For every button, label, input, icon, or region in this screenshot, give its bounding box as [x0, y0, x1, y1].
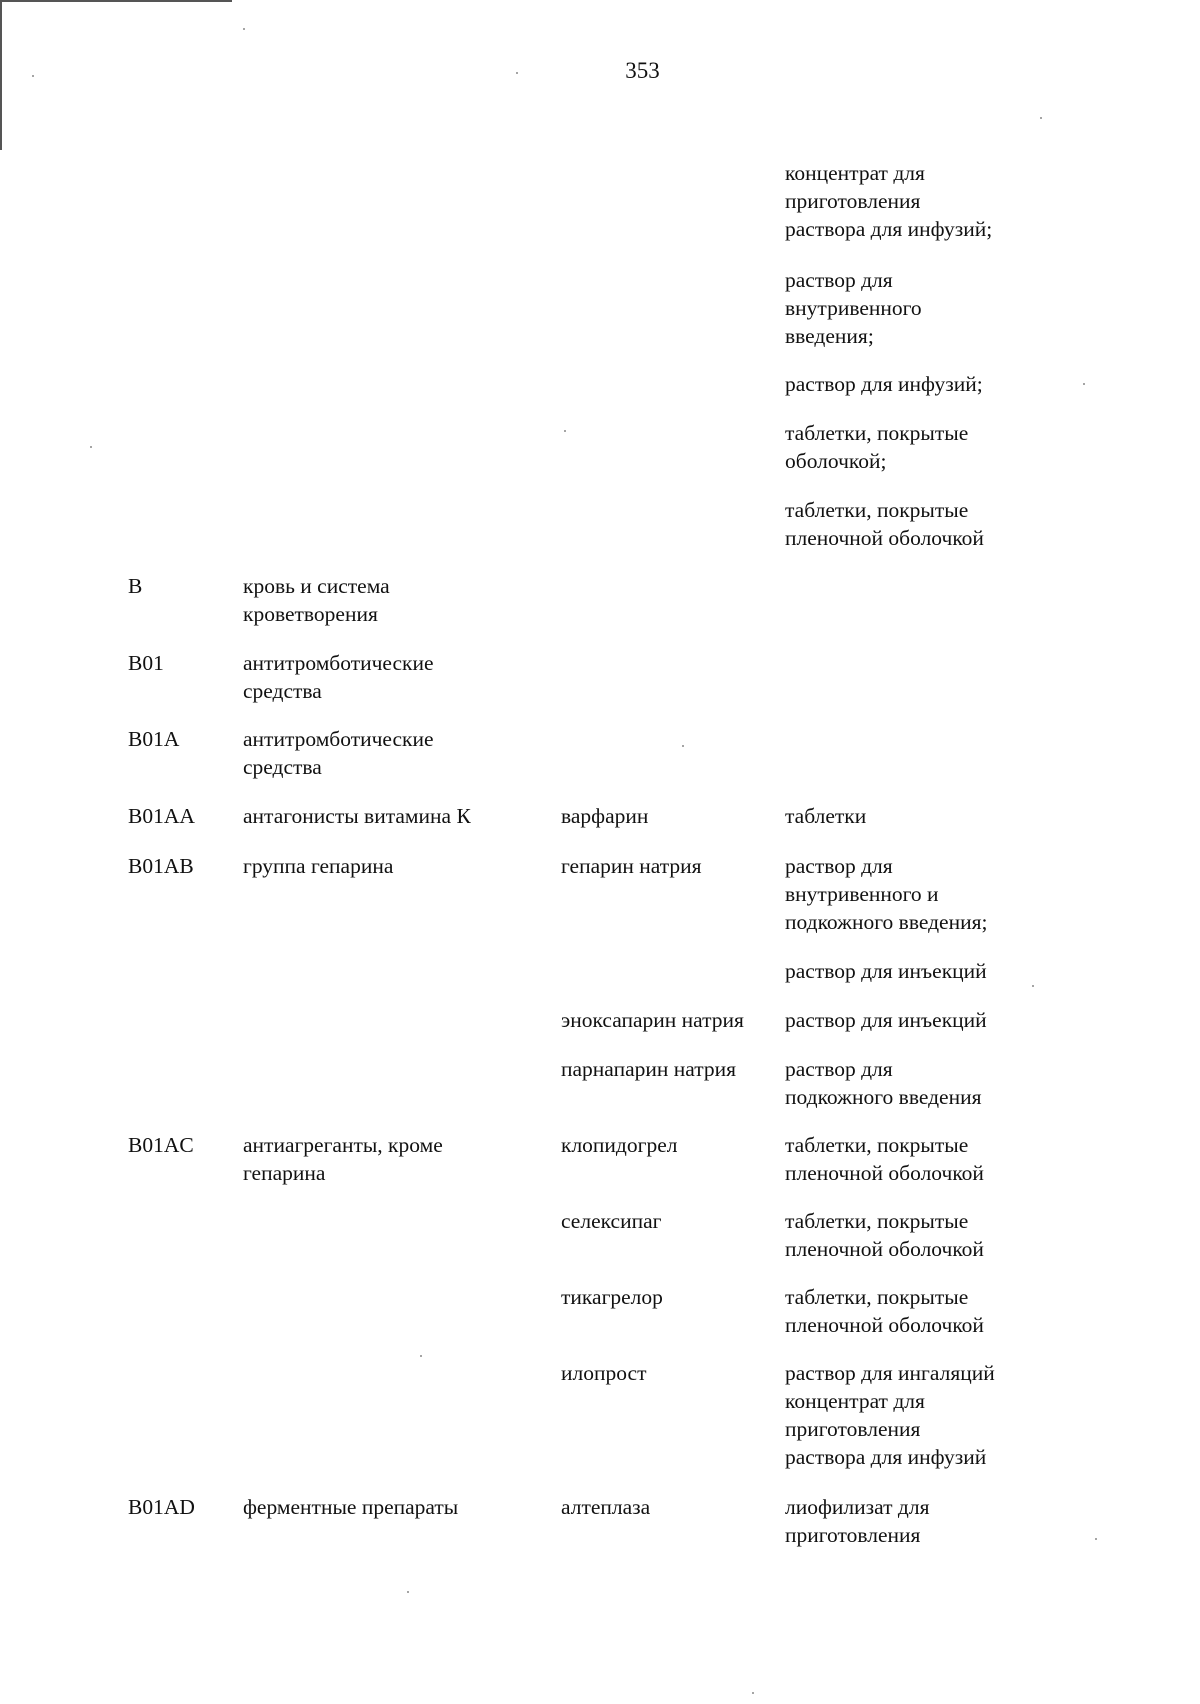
continued-form-cell: [785, 370, 983, 398]
name-line: гепарина: [243, 1161, 326, 1185]
form-line: раствор для: [785, 268, 893, 292]
form-line: таблетки: [785, 804, 867, 828]
form-line: раствор для инъекций: [785, 1008, 987, 1032]
dosage-form: [785, 1283, 984, 1339]
group-name: [243, 1131, 443, 1187]
dosage-form: [785, 852, 987, 936]
scan-speck: [243, 28, 245, 30]
scan-speck: [1083, 383, 1085, 385]
name-line: ферментные препараты: [243, 1495, 459, 1519]
group-name: [243, 725, 434, 781]
form-line: приготовления: [785, 189, 921, 213]
form-line: подкожного введения;: [785, 910, 988, 934]
scan-speck: [90, 446, 92, 448]
atc-code: B01: [128, 651, 164, 675]
form-line: пленочной оболочкой: [785, 1313, 984, 1337]
continued-form-cell: [785, 159, 992, 243]
page-number: 353: [625, 58, 660, 83]
form-line: оболочкой;: [785, 449, 887, 473]
drug-name: [561, 1207, 661, 1235]
drug-name: [561, 1131, 677, 1159]
form-line: раствора для инфузий;: [785, 217, 993, 241]
dosage-form: [785, 1131, 984, 1187]
form-line: концентрат для: [785, 161, 925, 185]
form-line: раствор для: [785, 854, 893, 878]
drug-name: [561, 1359, 646, 1387]
scan-border-top: [0, 0, 232, 2]
drug-name: [561, 1055, 736, 1083]
name-line: средства: [243, 679, 322, 703]
group-name: [243, 852, 393, 880]
continued-form-cell: [785, 419, 968, 475]
dosage-form: [785, 1493, 929, 1549]
name-line: средства: [243, 755, 322, 779]
form-line: лиофилизат для: [785, 1495, 930, 1519]
form-line: внутривенного и: [785, 882, 939, 906]
name-line: антитромботические: [243, 651, 434, 675]
drug-line: илопрост: [561, 1361, 647, 1385]
atc-code: B01AC: [128, 1133, 194, 1157]
dosage-form: [785, 1006, 987, 1034]
drug-line: алтеплаза: [561, 1495, 651, 1519]
drug-line: эноксапарин натрия: [561, 1008, 744, 1032]
atc-code: B01AA: [128, 804, 195, 828]
scan-speck: [682, 745, 684, 747]
group-name: [243, 1493, 458, 1521]
form-line: приготовления: [785, 1417, 921, 1441]
atc-code: B01AB: [128, 854, 194, 878]
form-line: подкожного введения: [785, 1085, 982, 1109]
dosage-form: [785, 1207, 984, 1263]
atc-code: B01AD: [128, 1495, 195, 1519]
dosage-form: [785, 957, 987, 985]
form-line: таблетки, покрытые: [785, 1209, 969, 1233]
scan-speck: [1032, 985, 1034, 987]
scan-speck: [564, 430, 566, 432]
form-line: приготовления: [785, 1523, 921, 1547]
scan-speck: [516, 72, 518, 74]
form-line: раствор для инъекций: [785, 959, 987, 983]
drug-name: [561, 1493, 650, 1521]
group-name: [243, 649, 434, 705]
scan-speck: [1095, 1538, 1097, 1540]
form-line: концентрат для: [785, 1389, 925, 1413]
group-name: [243, 572, 390, 628]
name-line: кроветворения: [243, 602, 378, 626]
name-line: антитромботические: [243, 727, 434, 751]
drug-line: варфарин: [561, 804, 649, 828]
continued-form-cell: [785, 496, 984, 552]
continued-form-cell: [785, 266, 922, 350]
name-line: антиагреганты, кроме: [243, 1133, 443, 1157]
drug-name: [561, 802, 648, 830]
dosage-form: [785, 1359, 995, 1471]
form-line: введения;: [785, 324, 874, 348]
drug-line: селексипаг: [561, 1209, 662, 1233]
dosage-form: [785, 1055, 981, 1111]
form-line: пленочной оболочкой: [785, 526, 984, 550]
scan-speck: [32, 75, 34, 77]
drug-name: [561, 852, 702, 880]
scan-speck: [1040, 117, 1042, 119]
form-line: пленочной оболочкой: [785, 1161, 984, 1185]
dosage-form: [785, 802, 866, 830]
name-line: группа гепарина: [243, 854, 394, 878]
form-line: таблетки, покрытые: [785, 1133, 969, 1157]
scan-speck: [752, 1692, 754, 1694]
atc-code: B01A: [128, 727, 180, 751]
drug-line: гепарин натрия: [561, 854, 702, 878]
scan-speck: [420, 1355, 422, 1357]
form-line: таблетки, покрытые: [785, 421, 969, 445]
name-line: кровь и система: [243, 574, 390, 598]
form-line: раствора для инфузий: [785, 1445, 987, 1469]
form-line: пленочной оболочкой: [785, 1237, 984, 1261]
form-line: внутривенного: [785, 296, 922, 320]
form-line: таблетки, покрытые: [785, 498, 969, 522]
atc-code: B: [128, 574, 143, 598]
form-line: раствор для ингаляций: [785, 1361, 995, 1385]
drug-line: парнапарин натрия: [561, 1057, 737, 1081]
form-line: раствор для инфузий;: [785, 372, 983, 396]
drug-line: тикагрелор: [561, 1285, 663, 1309]
drug-line: клопидогрел: [561, 1133, 678, 1157]
scan-speck: [407, 1591, 409, 1593]
drug-name: [561, 1283, 663, 1311]
drug-name: [561, 1006, 744, 1034]
group-name: [243, 802, 471, 830]
form-line: раствор для: [785, 1057, 893, 1081]
name-line: антагонисты витамина К: [243, 804, 471, 828]
form-line: таблетки, покрытые: [785, 1285, 969, 1309]
